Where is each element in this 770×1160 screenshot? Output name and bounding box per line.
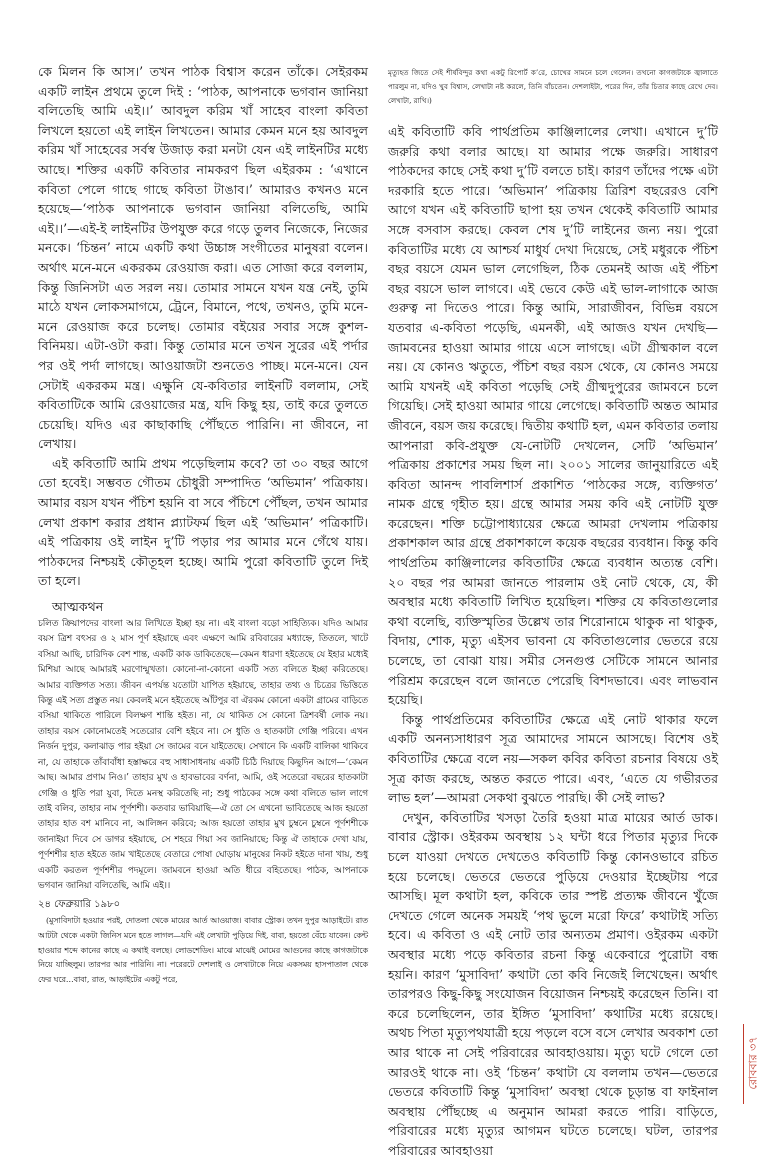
footnote-continued: মৃত্যুহত জিতে সেই শীর্ষবিন্দুর কথা একটু রিপোর্ট ক’রে, চোখের সামনে চলে গেলেন। তখনো কাগজটাকে জ্বালাতে পারলুম না, যদিও খুব বিশ্বাস, লেখাটা নষ্ট করলে, তিনি বাঁচতেন। দেশলাইটা, পরের দিন, তাঁর চিতার কাছে রেখে দেব। লেখাটা, রাখি।) — [388, 68, 718, 105]
poem-title: আত্মকথন — [52, 599, 104, 615]
poem-text: চলিত ক্রিয়াপদের বাংলা আর লিখিতে ইচ্ছা হয় না। এই বাংলা বড়ো সাহিত্যিক। যদিও আমার বয়স ত্রিশ বৎসর ও ২ মাস পূর্ণ হইয়াছে এবং এক্ষণে আমি রবিবারের মধ্যাহ্নে, তিতলে, খাটে বসিয়া আছি, চারিদিক বেশ শান্ত, একটি কাক ডাকিতেছে—কেমন ধারণা হইতেছে যে ইহার মধ্যেই মিশিয়া আছে আমারই মরণোন্মুখতা। কোনো-না-কোনো একটি সত্য বলিতে ইচ্ছা করিতেছে। আমার ব্যক্তিগত সত্য। জীবন এপর্যন্ত যতোটা যাপিত হইয়াছে, তাহার তথ্য ও চিত্রের ভিত্তিতে কিন্তু এই সত্য প্রস্তুত নয়। কেবলই মনে হইতেছে আঁটপুর বা ঐরকম কোনো একটা গ্রামের বাড়িতে বসিয়া থাকিতে পারিলে বিলক্ষণ শান্তি হইত। না, যে থাকিত সে কোনো ত্রিশবর্ষী লোক নয়। তাহার বয়স কোনোমতেই সতেরোর বেশি হইবে না। সে ধুতি ও হাতকাটা গেঞ্জি পরিবে। এখন নির্জন দুপুর, কলাঝাড় পার হইয়া সে জামের বনে যাইতেছে। সেখানে কি একটি বালিকা থাকিবে না, যে তাহাকে তাঁবাবাঁধা হস্তাক্ষরে বহু সাধাসাধনায় একটি চিঠি দিয়াছে কিছুদিন আগে—‘কেমন আছ। আমার প্রণাম নিও।’ তাহার মুখ ও হাবভাবের বর্ণনা, আমি, ওই সতেরো বছরের হাতকাটা গেঞ্জি ও ধুতি পরা যুবা, দিতে মনস্থ করিতেছি না; শুধু পাঠকের সঙ্গে কথা বলিতে ভাল লাগে তাই বলিব, তাহার নাম পূর্ণশশী। কতবার ভাবিয়াছি—ঐ তো সে এখনো ভাবিতেছে আজ হয়তো তাহার হাত বশ মানিবে না, আলিঙ্গন করিবে; আজ হয়তো তাহার মুখ চুম্বনে চুম্বনে পূর্ণশশীকে জানাইয়া দিবে সে ডাগর হইয়াছে, সে শহরে গিয়া সব জানিয়াছে; কিন্তু ঐ তাহাকে দেখা যায়, পূর্ণশশীর হাত হইতে জাম খাইতেছে বেতারে পোষা ঘোড়ায় মানুষের নিকট হইতে দানা খায়, শুধু একটি করতল পূর্ণশশীর পদমূলে। জামবনে হাওয়া অতি ধীরে বহিতেছে। পাঠক, আপনাকে ভগবান জানিয়া বলিতেছি, আমি এই।। — [38, 619, 368, 891]
poem-footnote: (মুসাবিদাটা হওয়ার পরই, দোতলা থেকে মায়ের আর্ত আওয়াজ। বাবার স্ট্রোক। তখন দুপুর আড়াইটে। রাত আটটা থেকে একটা জিনিস মনে হতে লাগল—যদি এই লেখাটা পুড়িয়ে দিই, বাবা, হয়তো বেঁচে যাবেন। কেন্ট হাওয়ার শব্দে কানের কাছে এ কথাই বলছে। লোডশেডিং। মাঝে মাঝেই মোমের আগুনের কাছে কাগজটাকে নিয়ে যাচ্ছিলুম। তারপর আর পারিনি। না। পরেরটে দেশলাই ও লেখাটাকে নিয়ে একসময় হাসপাতাল থেকে ফের ঘরে…বাবা, রাত, আড়াইটের একটু পরে, — [38, 916, 368, 984]
right-paragraph-1: এই কবিতাটি কবি পার্থপ্রতিম কাঞ্জিলালের লেখা। এখানে দু’টি জরুরি কথা বলার আছে। যা আমার পক্ষে জরুরি। সাধারণ পাঠকদের কাছে সেই কথা দু’টি বলতে চাই। কারণ তাঁদের পক্ষে এটা দরকারি হতে পারে। ‘অভিমান’ পত্রিকায় ত্রিরিশ বছরেরও বেশি আগে যখন এই কবিতাটি ছাপা হয় তখন থেকেই কবিতাটি আমার সঙ্গে বসবাস করছে। কেবল শেষ দু’টি লাইনের জন্য নয়। পুরো কবিতাটির মধ্যে যে আশ্চর্য মাধুর্য দেখা দিয়েছে, সেই মধুরকে পঁচিশ বছর বয়সে যেমন ভাল লেগেছিল, ঠিক তেমনই আজ এই পঁচিশ বছর বয়সে ভাল লাগবে। এই ভেবে কেউ এই ভাল-লাগাকে আজ গুরুত্ব না দিতেও পারে। কিন্তু আমি, সারাজীবন, বিভিন্ন বয়সে যতবার এ-কবিতা পড়েছি, এমনকী, এই আজও যখন দেখছি—জামবনের হাওয়া আমার গায়ে এসে লাগছে। এটা গ্রীষ্মকাল বলে নয়। যে কোনও ঋতুতে, পঁচিশ বছর বয়স থেকে, যে কোনও সময়ে আমি যখনই এই কবিতা পড়েছি সেই গ্রীষ্মদুপুরের জামবনে চলে গিয়েছি। সেই হাওয়া আমার গায়ে লেগেছে। কবিতাটি অন্তত আমার জীবনে, বয়স জয় করেছে। দ্বিতীয় কথাটি হল, এমন কবিতার তলায় আপনারা কবি-প্রযুক্ত যে-নোটটি দেখলেন, সেটি ‘অভিমান’ পত্রিকায় প্রকাশের সময় ছিল না। ২০০১ সালের জানুয়ারিতে এই কবিতা আনন্দ পাবলিশার্স প্রকাশিত ‘পাঠকের সঙ্গে, ব্যক্তিগত’ নামক গ্রন্থে গৃহীত হয়। গ্রন্থে আমার সময় কবি এই নোটটি যুক্ত করেছেন। শক্তি চট্টোপাধ্যায়ের ক্ষেত্রে আমরা দেখলাম পত্রিকায় প্রকাশকাল আর গ্রন্থে প্রকাশকালে কয়েক বছরের ব্যবধান। কিন্তু কবি পার্থপ্রতিম কাঞ্জিলালের কবিতাটির ক্ষেত্রে ব্যবধান অত্যন্ত বেশি। ২০ বছর পর আমরা জানতে পারলাম ওই নোট থেকে, যে, কী অবস্থার মধ্যে কবিতাটি লিখিত হয়েছিল। শক্তির যে কবিতাগুলোর কথা বলেছি, ব্যক্তিস্মৃতির উল্লেখ তার শিরোনামে থাকুক না থাকুক, বিদায়, শোক, মৃত্যু এইসব ভাবনা যে কবিতাগুলোর ভেতরে রয়ে চলেছে, তা বোঝা যায়। সমীর সেনগুপ্ত সেটিকে সামনে আনার পরিশ্রম করেছেন বলে জানতে পেরেছি বিশদভাবে। এবং লাভবান হয়েছি। — [388, 124, 719, 708]
left-column — [38, 62, 368, 987]
right-paragraph-3: দেখুন, কবিতাটির খসড়া তৈরি হওয়া মাত্র মায়ের আর্ত ডাক। বাবার স্ট্রোক। ওইরকম অবস্থায় ১২ ঘন্টা ধরে পিতার মৃত্যুর দিকে চলে যাওয়া দেখতে দেখতেও কবিতাটি কিন্তু কোনওভাবে রচিত হয়ে চলেছে। ভেতরে ভেতরে পুড়িয়ে দেওয়ার ইচ্ছেটায় পরে আসছি। মূল কথাটা হল, কবিকে তার স্পষ্ট প্রত্যক্ষ জীবনে খুঁজে দেখতে গেলে অনেক সময়ই ‘পথ ভুলে মরো ফিরে’ কথাটাই সত্যি হবে। এ কবিতা ও এই নোট তার অন্যতম প্রমাণ। ওইরকম একটা অবস্থার মধ্যে পড়ে কবিতার রচনা কিন্তু একেবারে পুরোটা বন্ধ হয়নি। কারণ ‘মুসাবিদা’ কথাটা তো কবি নিজেই লিখেছেন। অর্থাৎ তারপরও কিছু-কিছু সংযোজন বিয়োজন নিশ্চয়ই করেছেন তিনি। বা করে চলেছিলেন, তার ইঙ্গিত ‘মুসাবিদা’ কথাটির মধ্যে রয়েছে। অথচ পিতা মৃত্যুপথযাত্রী হয়ে পড়লে বসে বসে লেখার অবকাশ তো আর থাকে না সেই পরিবারের আবহাওয়ায়। মৃত্যু ঘটে গেলে তো আরওই থাকে না। ওই ‘চিন্তন’ কথাটা যে বললাম তখন—ভেতরে ভেতরে কবিতাটি কিন্তু ‘মুসাবিদা’ অবস্থা থেকে চূড়ান্ত বা ফাইনাল অবস্থায় পৌঁছচ্ছে এ অনুমান আমরা করতে পারি। বাড়িতে, পরিবারের মধ্যে মৃত্যুর আগমন ঘটতে চলেছে। ঘটল, তারপর পরিবারের আবহাওয়া — [388, 809, 718, 1158]
right-column — [388, 66, 718, 1160]
page-number-label — [746, 1018, 762, 1108]
right-paragraph-2: কিন্তু পার্থপ্রতিমের কবিতাটির ক্ষেত্রে এই নোট থাকার ফলে একটি অনন্যসাধারণ সূত্র আমাদের সামনে আসছে। বিশেষ ওই কবিতাটির ক্ষেত্রে বলে নয়—সকল কবির কবিতা রচনার বিষয়ে ওই সূত্র কাজ করছে, অন্তত করতে পারে। এবং, ‘এতে যে গভীরতর লাভ হল’—আমরা সেকথা বুঝতে পারছি। কী সেই লাভ? — [388, 711, 718, 806]
poem-date: ২৪ ফেব্রুয়ারি ১৯৮০ — [38, 899, 121, 911]
page-label-text: রোববার ৩৭ — [746, 1036, 760, 1090]
left-paragraph-1: কে মিলন কি আস।’ তখন পাঠক বিশ্বাস করেন তাঁকে। সেইরকম একটি লাইন প্রথমে তুলে দিই : ‘পাঠক, আপনাকে ভগবান জানিয়া বলিতেছি আমি এই।।’ আবদুল করিম খাঁ সাহেব বাংলা কবিতা লিখলে হয়তো এই লাইন লিখতেন। আমার কেমন মনে হয় আবদুল করিম খাঁ সাহেবের সর্বস্ব উজাড় করা মনটা যেন এই লাইনটির মধ্যে আছে। শক্তির একটি কবিতার নামকরণ ছিল এইরকম : ‘এখানে কবিতা পেলে গাছে গাছে কবিতা টাঙাব।’ আমারও কখনও মনে হয়েছে—‘পাঠক আপনাকে ভগবান জানিয়া বলিতেছি, আমি এই।।’—এই-ই লাইনটির উপযুক্ত করে গড়ে তুলব নিজেকে, নিজের মনকে। ‘চিন্তন’ নামে একটি কথা উচ্চাঙ্গ সংগীতের মানুষরা বলেন। অর্থাৎ মনে-মনে একরকম রেওয়াজ করা। এত সোজা করে বললাম, কিন্তু জিনিসটা এত সরল নয়। তোমার সামনে যখন যন্ত্র নেই, তুমি মাঠে যখন লোকসমাগমে, ট্রেনে, বিমানে, পথে, তখনও, তুমি মনে-মনে রেওয়াজ করে চলেছ। তোমার বইয়ের সবার সঙ্গে কুশল-বিনিময়। এটা-ওটা করা। কিন্তু তোমার মনে তখন সুরের এই পর্দার পর ওই পর্দা লাগছে। আওয়াজটা শুনতেও পাচ্ছ। মনে-মনে। যেন সেটাই একরকম মন্ত্র। এক্ষুনি যে-কবিতার লাইনটি বললাম, সেই কবিতাটিকে আমি রেওয়াজের মন্ত্র, যদি কিছু হয়, তাই করে তুলতে চেয়েছি। যদিও এর কাছাকাছি পৌঁছতে পারিনি। না জীবনে, না লেখায়। — [38, 64, 368, 452]
left-paragraph-2: এই কবিতাটি আমি প্রথম পড়েছিলাম কবে? তা ৩০ বছর আগে তো হবেই। সম্ভবত গৌতম চৌধুরী সম্পাদিত ‘অভিমান’ পত্রিকায়। আমার বয়স যখন পঁচিশ হয়নি বা সবে পঁচিশে পৌঁছল, তখন আমার লেখা প্রকাশ করার প্রধান প্ল্যাটফর্ম ছিল এই ‘অভিমান’ পত্রিকাটি। এই পত্রিকায় ওই লাইন দু’টি পড়ার পর আমার মনে গেঁথে যায়। পাঠকদের নিশ্চয়ই কৌতূহল হচ্ছে। আমি পুরো কবিতাটি তুলে দিই তা হলে। — [38, 455, 368, 589]
